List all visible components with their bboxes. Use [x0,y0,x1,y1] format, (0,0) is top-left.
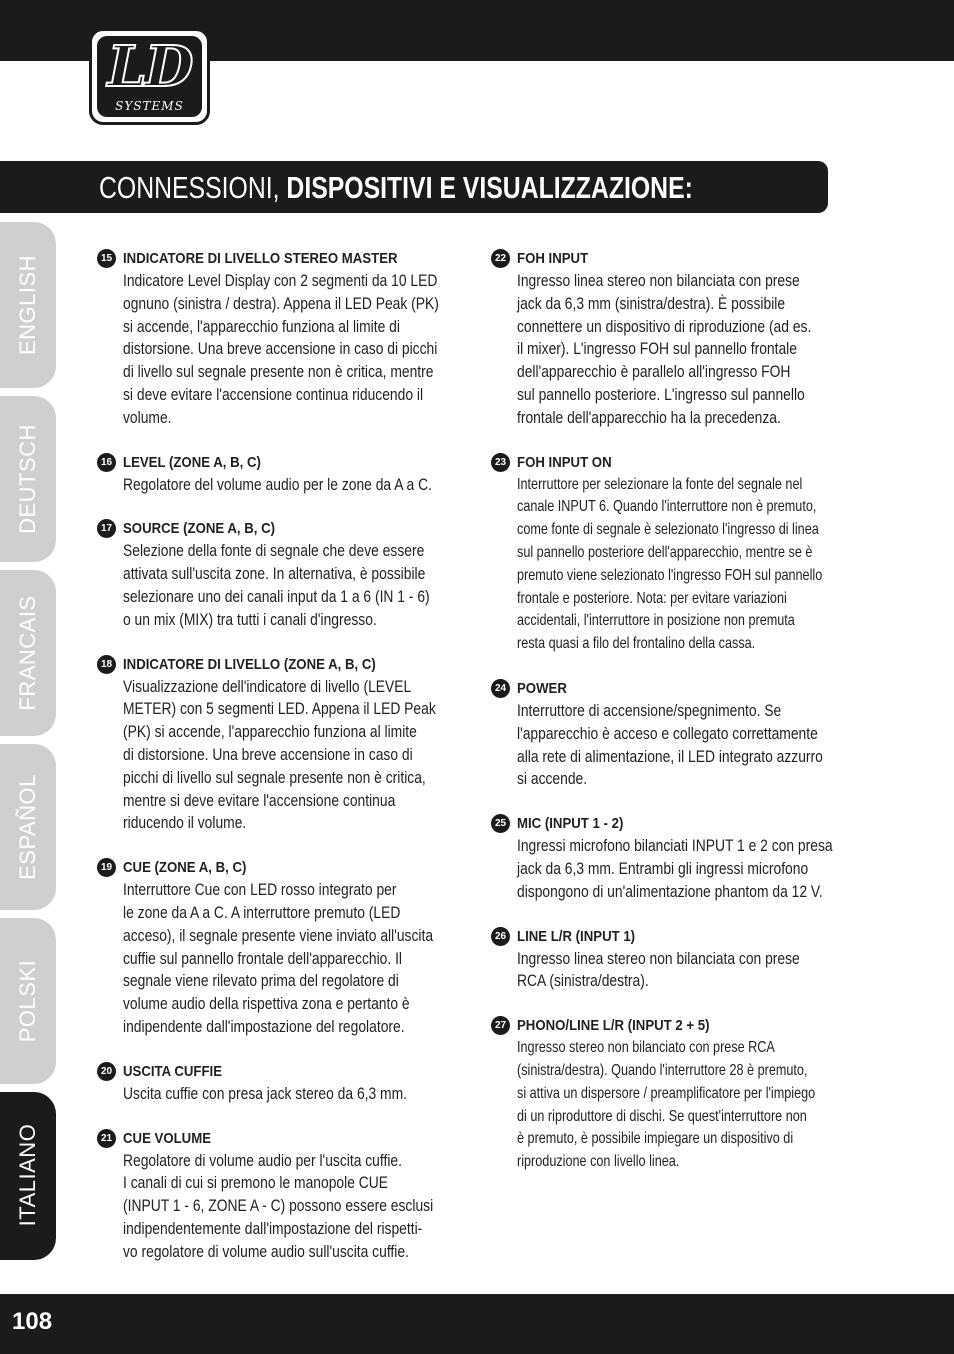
item-title: SOURCE (ZONE A, B, C) [123,520,276,538]
item-body: Regolatore di volume audio per l'uscita cuffie. I canali di cui si premono le manopole CUE (INPUT 1 - 6, ZONE A - C) possono essere esclusi indipendentemente dall'impostazione del rispetti- vo regolatore di volume audio sull'uscita cuffie. [123,1151,434,1261]
item-body: Ingresso linea stereo non bilanciata con prese jack da 6,3 mm (sinistra/destra). È possibile connettere un dispositivo di riproduzione (ad es. il mixer). L'ingresso FOH sul pannello frontale dell'apparecchio è parallelo all'ingresso FOH sul pannello posteriore. L'ingresso sul pannello frontale dell'apparecchio ha la precedenza. [517,272,812,427]
item-number-badge: 19 [97,858,116,877]
section-title-bold: DISPOSITIVI E VISUALIZZAZIONE: [286,170,693,205]
item-number-badge: 27 [491,1016,510,1035]
item-body: Selezione della fonte di segnale che deve essere attivata sull'uscita zone. In alternativa, è possibile selezionare uno dei canali input da 1 a 6 (IN 1 - 6) o un mix (MIX) tra tutti i canali d'ingresso. [123,542,430,629]
item-title: LEVEL (ZONE A, B, C) [123,453,261,471]
item-number-badge: 21 [97,1129,116,1148]
item-number-badge: 20 [97,1062,116,1081]
ld-systems-logo [89,28,210,125]
tab-deutsch[interactable] [0,396,56,562]
item-title: PHONO/LINE L/R (INPUT 2 + 5) [517,1017,710,1035]
left-column [97,248,469,1264]
item-number-badge: 22 [491,249,510,268]
section-title-bar [0,161,828,213]
section-title [99,170,693,206]
section-title-light: CONNESSIONI, [99,170,287,205]
item-title: INDICATORE DI LIVELLO (ZONE A, B, C) [123,655,376,673]
tab-label: DEUTSCH [15,424,40,534]
list-item [491,926,859,994]
item-title: MIC (INPUT 1 - 2) [517,815,624,833]
item-number-badge: 26 [491,927,510,946]
item-number-badge: 17 [97,519,116,538]
page-number: 108 [12,1308,53,1335]
item-number-badge: 18 [97,655,116,674]
tab-espanol[interactable] [0,744,56,910]
list-item [97,248,469,430]
item-body: Indicatore Level Display con 2 segmenti da 10 LED ognuno (sinistra / destra). Appena il LED Peak (PK) si accende, l'apparecchio funziona al limite di distorsione. Una breve accensione in caso di picchi di livello sul segnale presente non è critica, mentre si deve evitare l'accensione continua riducendo il volume. [123,272,439,427]
item-body: Uscita cuffie con presa jack stereo da 6,3 mm. [123,1084,408,1103]
item-body: Interruttore Cue con LED rosso integrato per le zone da A a C. A interruttore premuto (LED acceso), il segnale presente viene inviato all'uscita cuffie sul pannello frontale dell'apparecchio. Il segnale viene rilevato prima del regolatore di volume audio della rispettiva zona e pertanto è indipendente dall'impostazione del regolatore. [123,881,434,1036]
item-number-badge: 25 [491,814,510,833]
tab-label: ESPAÑOL [15,774,40,880]
list-item [491,248,859,430]
logo-subtitle: SYSTEMS [115,99,184,113]
list-item [491,452,859,656]
list-item [491,678,859,791]
tab-italiano[interactable] [0,1092,56,1260]
list-item [97,1061,469,1106]
item-number-badge: 23 [491,453,510,472]
item-title: USCITA CUFFIE [123,1062,222,1080]
item-body: Interruttore di accensione/spegnimento. Se l'apparecchio è acceso e collegato correttamente alla rete di alimentazione, il LED integrato azzurro si accende. [517,701,823,789]
list-item [491,813,859,903]
item-number-badge: 24 [491,679,510,698]
item-title: FOH INPUT ON [517,453,612,471]
tab-polski[interactable] [0,918,56,1084]
list-item [97,1128,469,1264]
tab-label: ITALIANO [15,1123,40,1227]
bottom-bar [0,1294,954,1354]
item-title: CUE (ZONE A, B, C) [123,859,247,877]
item-body: Ingresso stereo non bilanciato con prese RCA (sinistra/destra). Quando l'interruttore 28 è premuto, si attiva un dispersore / preamplificatore per l'impiego di un riproduttore di dischi. Se quest'interruttore non è premuto, è possibile impiegare un dispositivo di riproduzione con livello linea. [517,1039,816,1171]
item-body: Ingresso linea stereo non bilanciata con prese RCA (sinistra/destra). [517,949,800,991]
item-body: Ingressi microfono bilanciati INPUT 1 e 2 con presa jack da 6,3 mm. Entrambi gli ingressi microfono dispongono di un'alimentazione phantom da 12 V. [517,837,833,901]
list-item [97,452,469,497]
item-title: LINE L/R (INPUT 1) [517,927,636,945]
list-item [97,654,469,836]
item-title: CUE VOLUME [123,1129,212,1147]
list-item [491,1015,859,1174]
list-item [97,857,469,1039]
item-title: INDICATORE DI LIVELLO STEREO MASTER [123,250,398,267]
item-number-badge: 16 [97,453,116,472]
tab-label: FRANCAIS [15,595,40,711]
right-column [491,248,859,1174]
tab-label: ENGLISH [15,254,40,356]
item-number-badge: 15 [97,249,116,268]
logo-letters: LD [107,34,192,100]
tab-francais[interactable] [0,570,56,736]
item-title: POWER [517,679,567,697]
item-body: Visualizzazione dell'indicatore di livello (LEVEL METER) con 5 segmenti LED. Appena il LED Peak (PK) si accende, l'apparecchio funziona al limite di distorsione. Una breve accensione in caso di picchi di livello sul segnale presente non è critica, mentre si deve evitare l'accensione continua riducendo il volume. [123,677,436,833]
tab-label: POLSKI [15,959,40,1043]
item-body: Regolatore del volume audio per le zone da A a C. [123,475,432,494]
list-item [97,518,469,631]
item-title: FOH INPUT [517,250,589,267]
tab-english[interactable] [0,222,56,388]
item-body: Interruttore per selezionare la fonte del segnale nel canale INPUT 6. Quando l'interruttore non è premuto, come fonte di segnale è selezionato l'ingresso di linea sul pannello posteriore dell'apparecchio, mentre se è premuto viene selezionato l'ingresso FOH sul pannello frontale e posteriore. Nota: per evitare variazioni accidentali, l'interruttore in posizione non premuta resta quasi a filo del frontalino della cassa. [517,475,823,653]
